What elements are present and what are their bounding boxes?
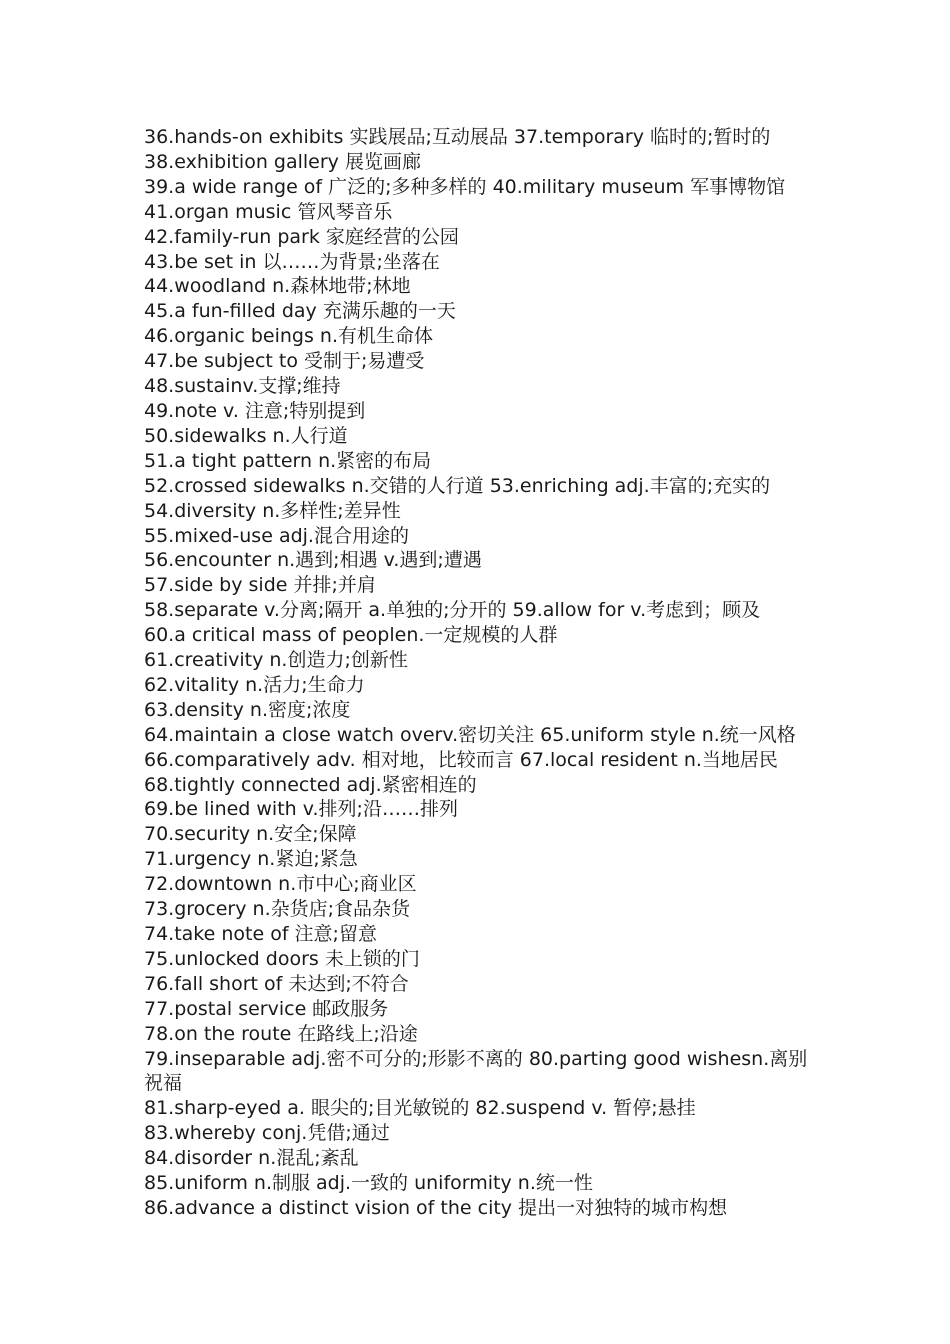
vocab-line: 54.diversity n.多样性;差异性 [144,499,401,522]
vocab-line: 42.family-run park 家庭经营的公园 [144,225,459,248]
vocab-line: 51.a tight pattern n.紧密的布局 [144,449,432,472]
vocab-line: 55.mixed-use adj.混合用途的 [144,524,409,547]
vocab-line: 64.maintain a close watch overv.密切关注 65.uniform style n.统一风格 [144,723,796,746]
vocab-line: 49.note v. 注意;特别提到 [144,399,366,422]
vocab-line: 74.take note of 注意;留意 [144,923,377,945]
vocab-line: 38.exhibition gallery 展览画廊 [144,150,421,173]
vocab-line: 71.urgency n.紧迫;紧急 [144,848,358,871]
vocab-line: 46.organic beings n.有机生命体 [144,325,433,348]
vocab-line: 61.creativity n.创造力;创新性 [144,649,408,672]
vocab-line: 81.sharp-eyed a. 眼尖的;目光敏锐的 82.suspend v. 暂停;悬挂 [144,1097,696,1120]
vocab-line: 43.be set in 以……为背景;坐落在 [144,250,440,273]
vocab-line: 73.grocery n.杂货店;食品杂货 [144,898,411,921]
vocab-line: 77.postal service 邮政服务 [144,997,389,1020]
vocab-line: 63.density n.密度;浓度 [144,698,351,721]
vocab-line: 52.crossed sidewalks n.交错的人行道 53.enriching adj.丰富的;充实的 [144,474,771,497]
vocab-line: 68.tightly connected adj.紧密相连的 [144,773,477,796]
vocab-line: 84.disorder n.混乱;紊乱 [144,1147,359,1170]
vocab-line: 69.be lined with v.排列;沿……排列 [144,798,458,821]
vocab-line: 60.a critical mass of peoplen.一定规模的人群 [144,624,558,647]
vocab-line: 70.security n.安全;保障 [144,823,357,846]
vocab-line: 75.unlocked doors 未上锁的门 [144,947,420,970]
vocab-line: 48.sustainv.支撑;维持 [144,375,341,398]
vocab-line: 79.inseparable adj.密不可分的;形影不离的 80.parting good wishesn.离别祝福 [144,1047,808,1095]
vocab-line: 44.woodland n.森林地带;林地 [144,275,411,298]
vocab-line: 56.encounter n.遇到;相遇 v.遇到;遭遇 [144,549,482,572]
vocab-line: 36.hands-on exhibits 实践展品;互动展品 37.temporary 临时的;暂时的 [144,126,771,148]
vocab-line: 57.side by side 并排;并肩 [144,574,376,597]
vocab-line: 86.advance a distinct vision of the city 提出一对独特的城市构想 [144,1196,728,1219]
vocab-line: 45.a fun-filled day 充满乐趣的一天 [144,300,456,323]
vocab-line: 76.fall short of 未达到;不符合 [144,972,409,995]
vocab-line: 72.downtown n.市中心;商业区 [144,873,417,896]
vocab-line: 62.vitality n.活力;生命力 [144,673,365,696]
vocab-line: 83.whereby conj.凭借;通过 [144,1122,390,1145]
vocab-line: 41.organ music 管风琴音乐 [144,200,393,223]
vocab-line: 78.on the route 在路线上;沿途 [144,1022,418,1045]
vocab-line: 47.be subject to 受制于;易遭受 [144,350,425,373]
vocabulary-list [144,125,816,1221]
vocab-line: 39.a wide range of 广泛的;多种多样的 40.military museum 军事博物馆 [144,175,786,198]
vocab-line: 50.sidewalks n.人行道 [144,424,348,447]
vocab-line: 58.separate v.分离;隔开 a.单独的;分开的 59.allow for v.考虑到；顾及 [144,599,761,622]
vocab-line: 85.uniform n.制服 adj.一致的 uniformity n.统一性 [144,1172,593,1195]
vocab-line: 66.comparatively adv. 相对地，比较而言 67.local resident n.当地居民 [144,748,778,771]
